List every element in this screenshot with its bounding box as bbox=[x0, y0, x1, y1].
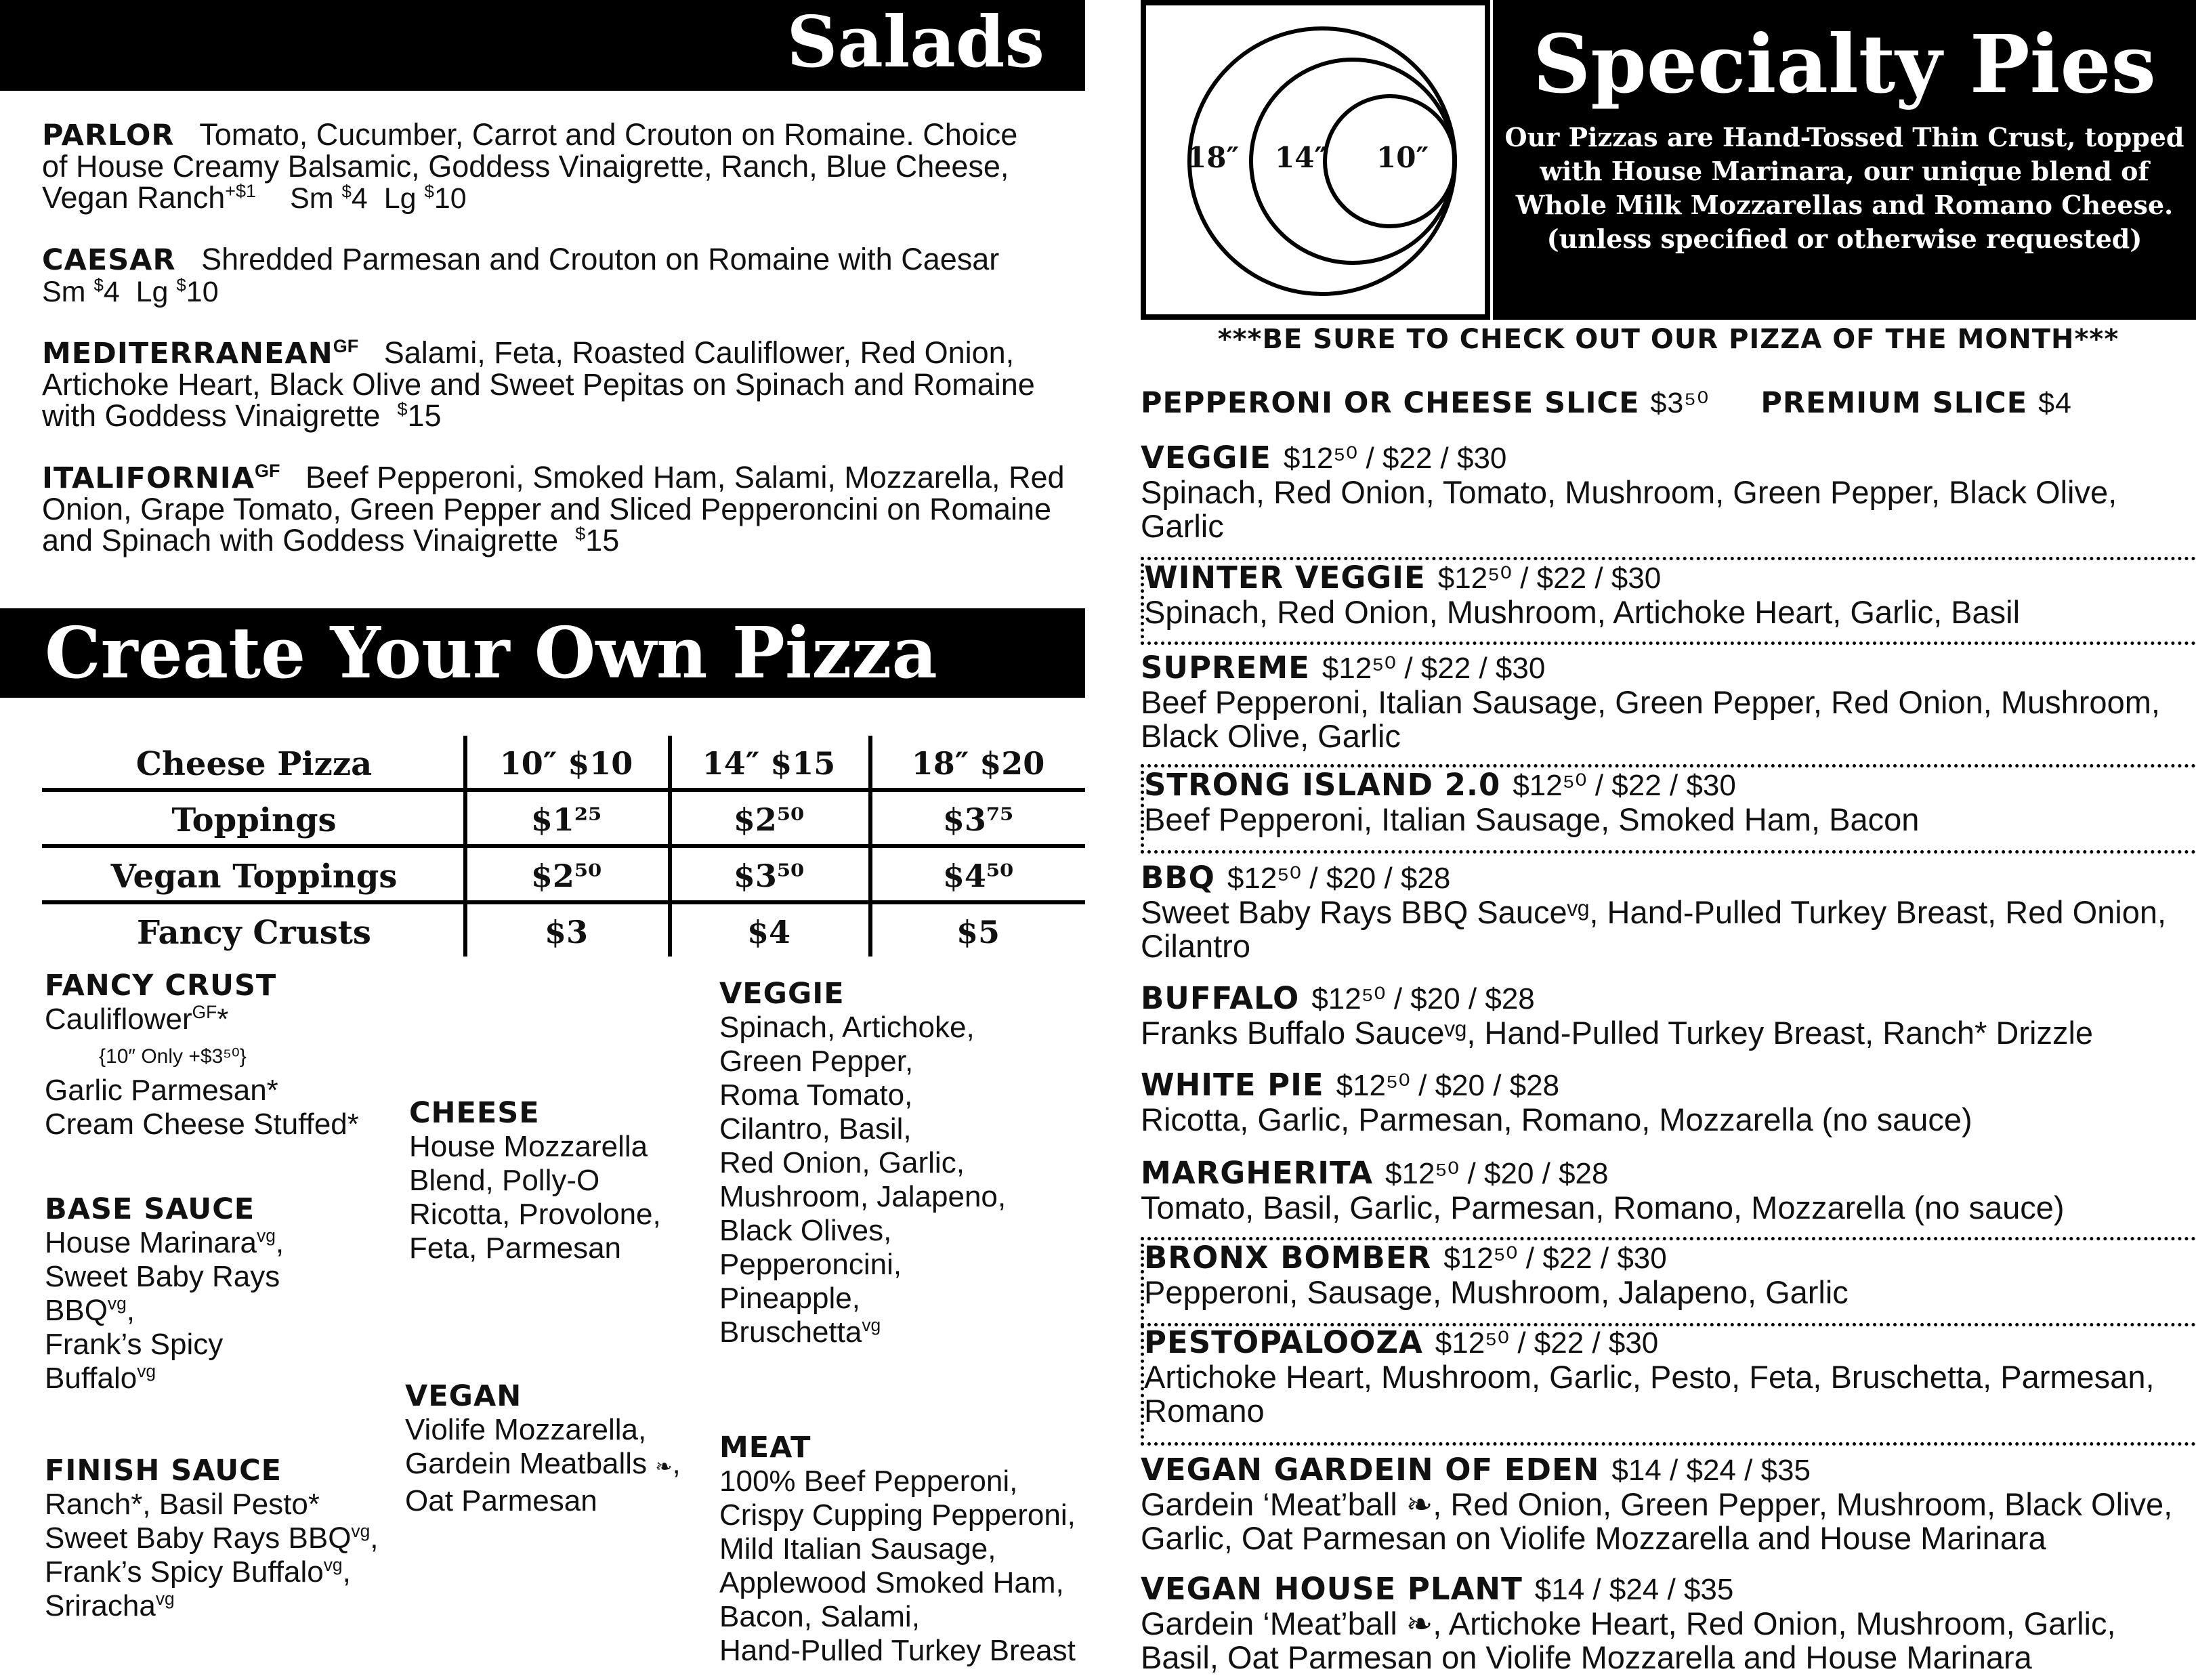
table-divider bbox=[668, 736, 672, 957]
pie-white-pie: WHITE PIE $12⁵⁰ / $20 / $28 Ricotta, Garlic, Parmesan, Romano, Mozzarella (no sauce) bbox=[1141, 1067, 1972, 1137]
specialty-description: Our Pizzas are Hand-Tossed Thin Crust, topped with House Marinara, our unique blend of Whole Milk Mozzarellas and Romano Cheese. (unless specified or otherwise requested) bbox=[1504, 122, 2184, 254]
table-divider bbox=[868, 736, 872, 957]
base-sauce-section: BASE SAUCE House Marinara$^{vg}$, Sweet Baby Rays $BBQ^{vg}$, Frank’s Spicy Buffalo$^{vg}$ bbox=[45, 1192, 284, 1395]
salad-mediterranean: $MEDITERRANEAN^{GF}$ Salami, Feta, Roasted Cauliflower, Red Onion, Artichoke Heart, Black Olive and Sweet Pepitas on Spinach and Romaine with Goddess Vinaigrette $15 bbox=[42, 335, 1035, 433]
salads-title: Salads bbox=[786, 0, 1044, 83]
specialty-pies-header bbox=[1493, 0, 2196, 320]
size-10: 10″ bbox=[1376, 141, 1429, 174]
pie-strong-island: STRONG ISLAND 2.0 $12⁵⁰ / $22 / $30 Beef Pepperoni, Italian Sausage, Smoked Ham, Bacon bbox=[1141, 764, 2196, 854]
pie-vegan-house-plant: VEGAN HOUSE PLANT $14 / $24 / $35 Gardein ‘Meat’ball ❧, Artichoke Heart, Red Onion, Mushroom, Garlic, Basil, Oat Parmesan on Violife Mozzarella and House Marinara bbox=[1141, 1571, 2116, 1675]
finish-sauce-section: FINISH SAUCE Ranch*, Basil Pesto* Sweet Baby Rays $BBQ^{vg}$, Frank’s Spicy Buffalo$^{vg}$, Sriracha$^{vg}$ bbox=[45, 1454, 379, 1622]
cheese-section: CHEESE House Mozzarella Blend, Polly-O Ricotta, Provolone, Feta, Parmesan bbox=[409, 1096, 661, 1265]
fancy-crust-section: FANCY CRUST Cauliflower$^{GF}$* {10″ Only +$3⁵⁰} Garlic Parmesan* Cream Cheese Stuffed* bbox=[45, 969, 359, 1141]
veggie-section: VEGGIE Spinach, Artichoke, Green Pepper, Roma Tomato, Cilantro, Basil, Red Onion, Garlic, Mushroom, Jalapeno, Black Olives, Pepperoncini, Pineapple, Bruschetta$^{vg}$ bbox=[719, 977, 1007, 1349]
table-row: Vegan Toppings $2⁵⁰ $3⁵⁰ $4⁵⁰ bbox=[42, 848, 1085, 904]
pie-vegan-gardein-of-eden: VEGAN GARDEIN OF EDEN $14 / $24 / $35 Gardein ‘Meat’ball ❧, Red Onion, Green Pepper, Mushroom, Black Olive, Garlic, Oat Parmesan on Violife Mozzarella and House Marinara bbox=[1141, 1452, 2173, 1556]
create-your-own-title: Create Your Own Pizza bbox=[45, 611, 937, 694]
size-18: 18″ bbox=[1187, 141, 1240, 174]
pie-bbq: BBQ $12⁵⁰ / $20 / $28 Sweet Baby Rays BBQ Sauceᵛᵍ, Hand-Pulled Turkey Breast, Red Onion, Cilantro bbox=[1141, 860, 2167, 964]
vegan-leaf-icon: ❧ bbox=[655, 1456, 673, 1478]
pie-winter-veggie: WINTER VEGGIE $12⁵⁰ / $22 / $30 Spinach, Red Onion, Mushroom, Artichoke Heart, Garlic, Basil bbox=[1141, 557, 2196, 645]
pie-veggie: VEGGIE $12⁵⁰ / $22 / $30 Spinach, Red Onion, Tomato, Mushroom, Green Pepper, Black Olive, Garlic bbox=[1141, 440, 2117, 544]
pie-margherita: MARGHERITA $12⁵⁰ / $20 / $28 Tomato, Basil, Garlic, Parmesan, Romano, Mozzarella (no sauce) bbox=[1141, 1155, 2065, 1225]
slice-prices: PEPPERONI OR CHEESE SLICE $3⁵⁰ PREMIUM SLICE $4 bbox=[1141, 386, 2072, 420]
pie-bronx-bomber: BRONX BOMBER $12⁵⁰ / $22 / $30 Pepperoni, Sausage, Mushroom, Jalapeno, Garlic bbox=[1141, 1237, 2196, 1326]
size-14: 14″ bbox=[1275, 141, 1328, 174]
salad-caesar: CAESAR Shredded Parmesan and Crouton on Romaine with Caesar Sm $4 Lg $10 bbox=[42, 242, 1000, 308]
vegan-section: VEGAN Violife Mozzarella, Gardein Meatballs ❧, Oat Parmesan bbox=[405, 1379, 681, 1517]
table-row: Toppings $1²⁵ $2⁵⁰ $3⁷⁵ bbox=[42, 792, 1085, 848]
pie-buffalo: BUFFALO $12⁵⁰ / $20 / $28 Franks Buffalo Sauceᵛᵍ, Hand-Pulled Turkey Breast, Ranch* Drizzle bbox=[1141, 980, 2094, 1051]
table-divider bbox=[463, 736, 467, 957]
specialty-title: Specialty Pies bbox=[1533, 17, 2156, 111]
pizza-size-diagram bbox=[1141, 0, 1490, 320]
table-row: Cheese Pizza 10″ $10 14″ $15 18″ $20 bbox=[42, 736, 1085, 792]
table-row: Fancy Crusts $3 $4 $5 bbox=[137, 914, 1000, 952]
salads-header bbox=[0, 0, 1085, 91]
meat-section: MEAT 100% Beef Pepperoni, Crispy Cupping Pepperoni, Mild Italian Sausage, Applewood Smoked Ham, Bacon, Salami, Hand-Pulled Turkey Breast bbox=[719, 1431, 1076, 1667]
pie-pestopalooza: PESTOPALOOZA $12⁵⁰ / $22 / $30 Artichoke Heart, Mushroom, Garlic, Pesto, Feta, Bruschetta, Parmesan, Romano bbox=[1141, 1325, 2196, 1446]
create-your-own-header bbox=[0, 608, 1085, 698]
pie-supreme: SUPREME $12⁵⁰ / $22 / $30 Beef Pepperoni, Italian Sausage, Green Pepper, Red Onion, Mushroom, Black Olive, Garlic bbox=[1141, 650, 2160, 754]
salad-italifornia: $ITALIFORNIA^{GF}$ Beef Pepperoni, Smoked Ham, Salami, Mozzarella, Red Onion, Grape Tomato, Green Pepper and Sliced Pepperoncini on Romaine and Spinach with Goddess Vinaigrette $15 bbox=[42, 460, 1065, 558]
salad-parlor: PARLOR Tomato, Cucumber, Carrot and Crouton on Romaine. Choice of House Creamy Balsamic, Goddess Vinaigrette, Ranch, Blue Cheese, Vegan Ranch$^{+\$1}$ Sm $4 Lg $10 bbox=[42, 117, 1018, 215]
pizza-of-the-month-banner: ***BE SURE TO CHECK OUT OUR PIZZA OF THE MONTH*** bbox=[1217, 324, 2119, 355]
